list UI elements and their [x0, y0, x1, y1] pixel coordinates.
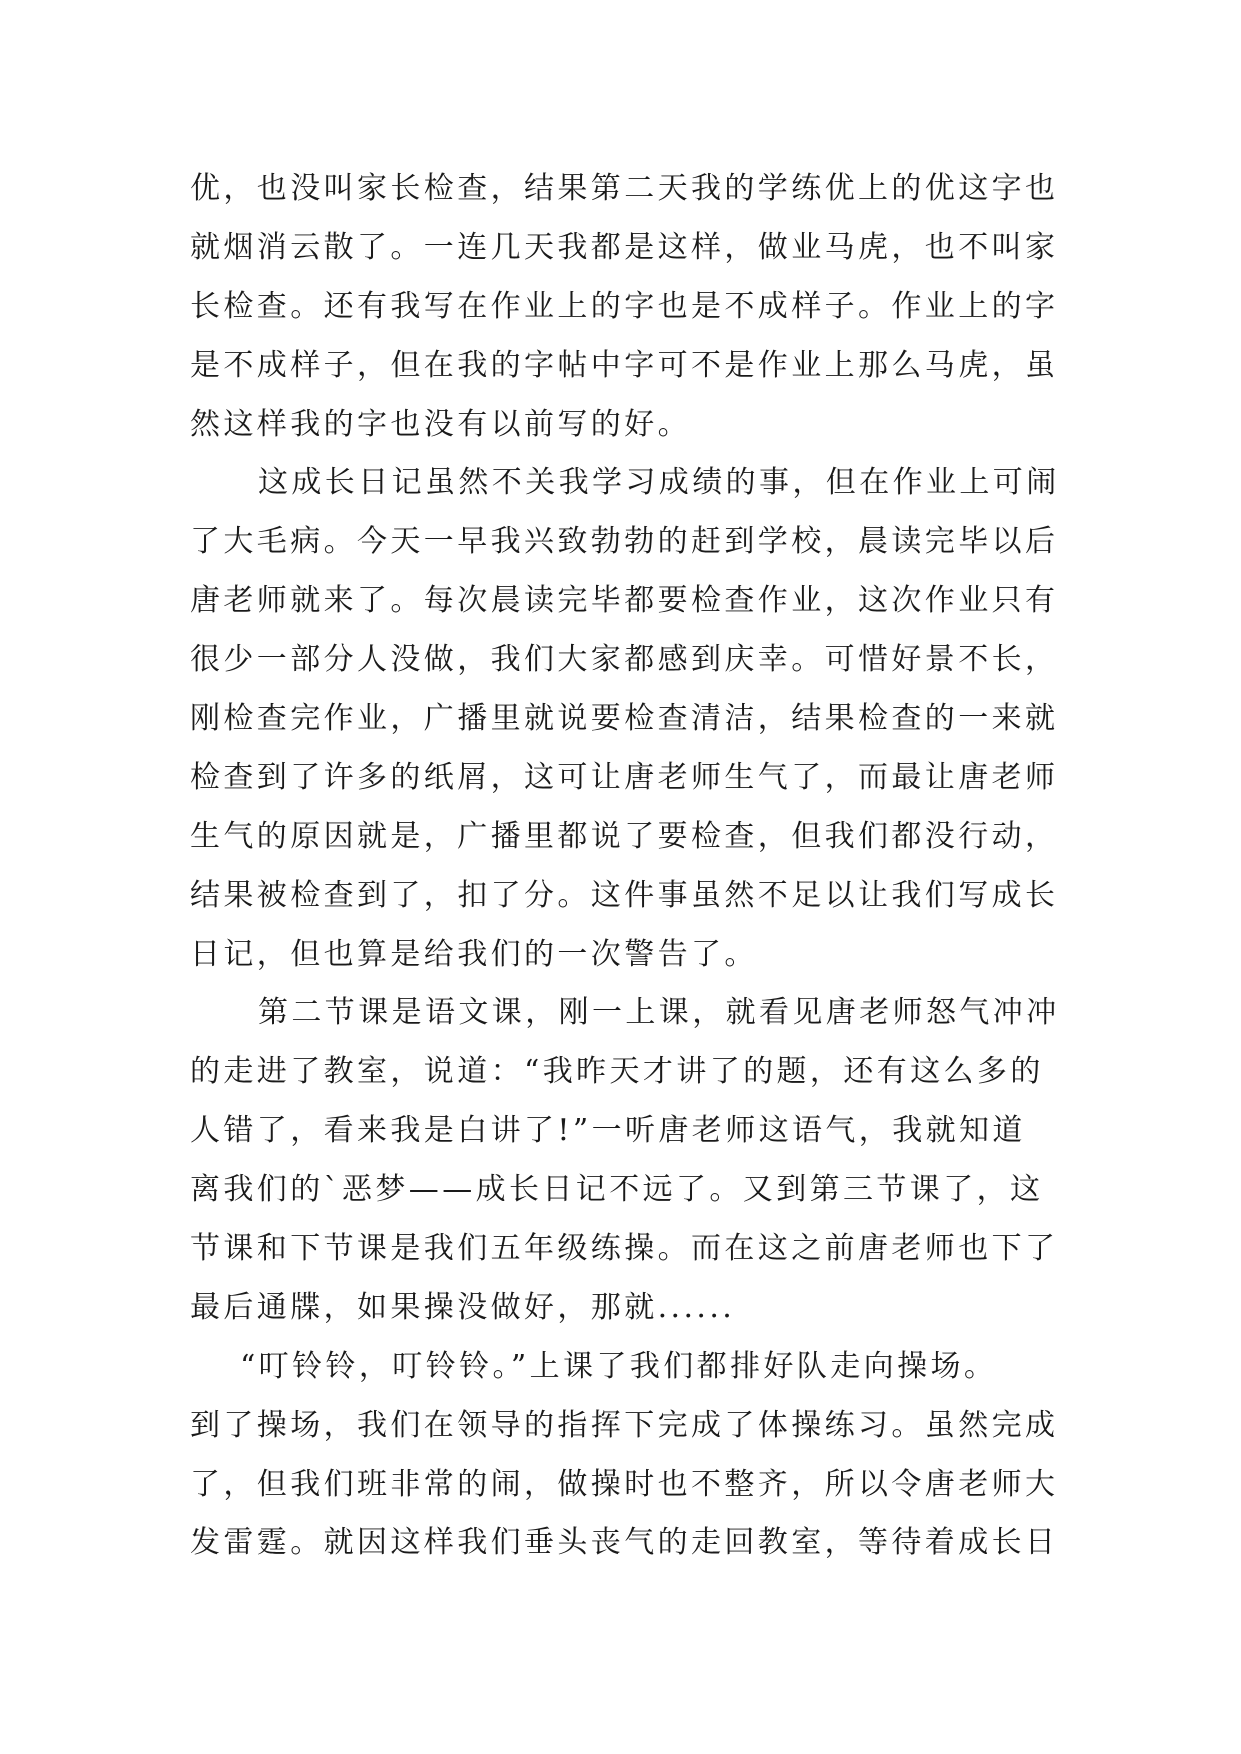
paragraph-start-line: “叮铃铃，叮铃铃。”上课了我们都排好队走向操场。: [240, 1348, 998, 1384]
text-line: 离我们的`恶梦——成长日记不远了。又到第三节课了，这: [190, 1172, 1044, 1208]
text-line: 然这样我的字也没有以前写的好。: [190, 406, 691, 442]
text-line: 就烟消云散了。一连几天我都是这样，做业马虎，也不叫家: [190, 229, 1059, 265]
text-line: 生气的原因就是，广播里都说了要检查，但我们都没行动，: [190, 818, 1059, 854]
body-text: [190, 160, 1070, 1573]
text-line: 唐老师就来了。每次晨读完毕都要检查作业，这次作业只有: [190, 583, 1059, 619]
text-line: 节课和下节课是我们五年级练操。而在这之前唐老师也下了: [190, 1231, 1059, 1267]
text-line: 刚检查完作业，广播里就说要检查清洁，结果检查的一来就: [190, 701, 1059, 737]
text-line: 优，也没叫家长检查，结果第二天我的学练优上的优这字也: [190, 171, 1059, 206]
paragraph-start-line: 这成长日记虽然不关我学习成绩的事，但在作业上可闹: [258, 465, 1060, 501]
text-line: 发雷霆。就因这样我们垂头丧气的走回教室，等待着成长日: [190, 1525, 1059, 1561]
text-line: 是不成样子，但在我的字帖中字可不是作业上那么马虎，虽: [190, 347, 1059, 383]
text-line: 结果被检查到了，扣了分。这件事虽然不足以让我们写成长: [190, 877, 1059, 913]
text-line: 了大毛病。今天一早我兴致勃勃的赶到学校，晨读完毕以后: [190, 524, 1059, 560]
text-line: 长检查。还有我写在作业上的字也是不成样子。作业上的字: [190, 288, 1059, 324]
text-line: 的走进了教室，说道：“我昨天才讲了的题，还有这么多的: [190, 1054, 1044, 1090]
text-line: 很少一部分人没做，我们大家都感到庆幸。可惜好景不长，: [190, 642, 1059, 678]
text-line: 检查到了许多的纸屑，这可让唐老师生气了，而最让唐老师: [190, 759, 1059, 795]
text-line: 最后通牒，如果操没做好，那就......: [190, 1289, 736, 1325]
paragraph-start-line: 第二节课是语文课，刚一上课，就看见唐老师怒气冲冲: [258, 995, 1060, 1031]
text-line: 了，但我们班非常的闹，做操时也不整齐，所以令唐老师大: [190, 1466, 1059, 1502]
text-line: 人错了，看来我是白讲了!”一听唐老师这语气，我就知道: [190, 1113, 1026, 1149]
text-line: 到了操场，我们在领导的指挥下完成了体操练习。虽然完成: [190, 1407, 1059, 1443]
text-line: 日记，但也算是给我们的一次警告了。: [190, 936, 758, 972]
